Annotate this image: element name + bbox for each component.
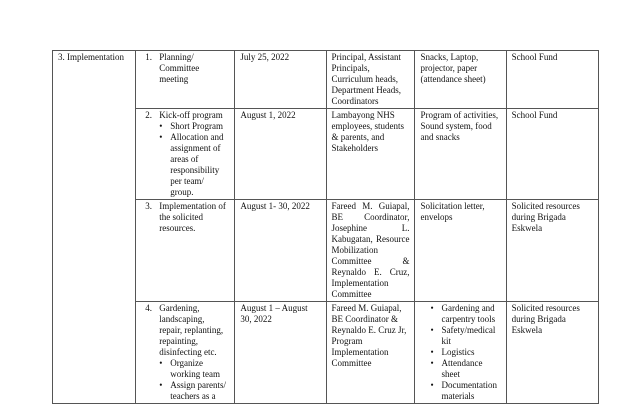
phase-label: Implementation (67, 52, 124, 62)
activity-number: 4. (145, 303, 152, 313)
list-item: • Documentation materials (430, 380, 500, 402)
date-cell: August 1- 30, 2022 (235, 200, 326, 302)
activity-cell (136, 200, 235, 302)
list-item: • Assign parents/ teachers as a (159, 380, 229, 402)
resources-bullet-list (420, 303, 500, 402)
fund-cell: School Fund (506, 109, 598, 200)
list-item: • Organize working team (159, 358, 229, 380)
activity-bullet-list (141, 121, 229, 198)
table-row (53, 51, 599, 109)
implementation-plan-table (52, 50, 599, 404)
list-item: • Attendance sheet (430, 358, 500, 380)
list-item: • Safety/medical kit (430, 325, 500, 347)
activity-cell (136, 302, 235, 404)
date-cell: August 1 – August 30, 2022 (235, 302, 326, 404)
persons-cell: Principal, Assistant Principals, Curriculum heads, Department Heads, Coordinators (326, 51, 415, 109)
persons-cell: Fareed M. Guiapal, BE Coordinator, Josephine L. Kabugatan, Resource Mobilization Committee & Reynaldo E. Cruz, Implementation Committee (326, 200, 415, 302)
date-cell: July 25, 2022 (235, 51, 326, 109)
activity-number: 1. (145, 52, 152, 62)
activity-number: 3. (145, 201, 152, 211)
activity-cell (136, 51, 235, 109)
phase-number: 3. (58, 52, 65, 62)
resources-cell: Program of activities, Sound system, food and snacks (415, 109, 506, 200)
date-cell: August 1, 2022 (235, 109, 326, 200)
resources-cell: Snacks, Laptop, projector, paper (attendance sheet) (415, 51, 506, 109)
list-item: • Gardening and carpentry tools (430, 303, 500, 325)
fund-cell: Solicited resources during Brigada Eskwela (506, 200, 598, 302)
resources-cell: Solicitation letter, envelops (415, 200, 506, 302)
activity-number: 2. (145, 110, 152, 120)
phase-cell (53, 51, 136, 404)
persons-cell: Fareed M. Guiapal, BE Coordinator & Reynaldo E. Cruz Jr, Program Implementation Committee (326, 302, 415, 404)
list-item: • Allocation and assignment of areas of responsibility per team/ group. (159, 132, 229, 198)
resources-cell (415, 302, 506, 404)
list-item: • Logistics (430, 347, 500, 358)
fund-cell: Solicited resources during Brigada Eskwela (506, 302, 598, 404)
activity-text: Implementation of the solicited resources. (159, 201, 226, 233)
list-item: • Short Program (159, 121, 229, 132)
activity-text: Kick-off program (159, 110, 223, 120)
fund-cell: School Fund (506, 51, 598, 109)
activity-cell (136, 109, 235, 200)
activity-bullet-list (141, 358, 229, 402)
persons-cell: Lambayong NHS employees, students & parents, and Stakeholders (326, 109, 415, 200)
activity-text: Gardening, landscaping, repair, replanting, repainting, disinfecting etc. (159, 303, 224, 357)
activity-text: Planning/ Committee meeting (159, 52, 200, 84)
